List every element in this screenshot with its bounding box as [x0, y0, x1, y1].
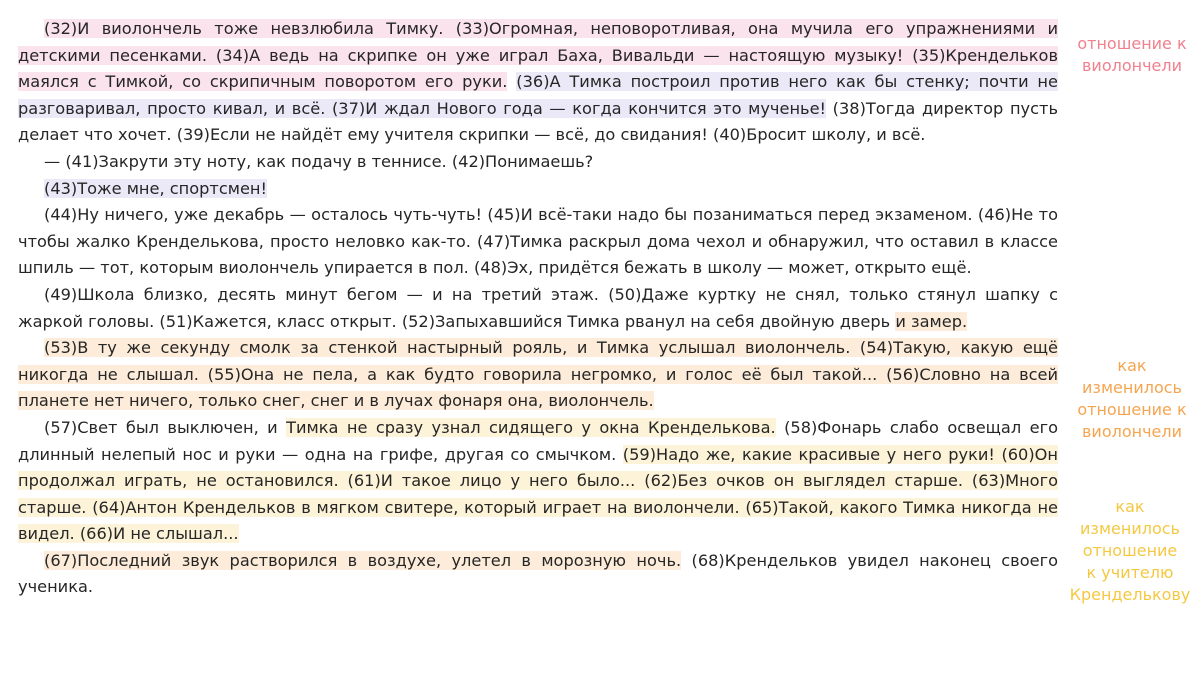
note-line: изменилось — [1082, 378, 1182, 397]
margin-note-cello-attitude-change — [1062, 355, 1200, 443]
paragraph — [18, 282, 1058, 335]
highlighted-text-purple: (43)Тоже мне, спортсмен! — [44, 178, 267, 198]
highlighted-text-orange: (53)В ту же секунду смолк за стенкой настырный рояль, и Тимка услышал виолончель. (54)Такую, какую ещё никогда не слышал. (55)Она не пела, а как будто говорила негромко, и голос её был такой... (56)Словно на всей планете нет ничего, только снег, снег и в лучах фонаря она, виолончель. — [18, 338, 1058, 411]
note-line: изменилось — [1080, 519, 1180, 538]
text-segment: (58)Фонарь слабо освещал его длинный нелепый нос и руки — одна на грифе, другая со смычком. — [18, 417, 1058, 464]
highlighted-text-pink: (32)И виолончель тоже невзлюбила Тимку. (33)Огромная, неповоротливая, она мучила его упражнениями и детскими песенками. (34)А ведь на скрипке он уже играл Баха, Вивальди — настоящую музыку! (35)Крендельков маялся с Тимкой, со скрипичным поворотом его руки. — [18, 19, 1058, 92]
margin-note-teacher-attitude-change — [1060, 496, 1200, 606]
paragraph — [18, 548, 1058, 601]
paragraph — [18, 335, 1058, 415]
text-segment: (44)Ну ничего, уже декабрь — осталось чуть-чуть! (45)И всё-таки надо бы позаниматься перед экзаменом. (46)Не то чтобы жалко Кренделькова, просто неловко как-то. (47)Тимка раскрыл дома чехол и обнаружил, что оставил в классе шпиль — тот, которым виолончель упирается в пол. (48)Эх, придётся бежать в школу — может, открыто ещё. — [18, 205, 1058, 278]
paragraph — [18, 202, 1058, 282]
note-line: отношение к — [1077, 400, 1187, 419]
text-segment: (49)Школа близко, десять минут бегом — и на третий этаж. (50)Даже куртку не снял, только стянул шапку с жаркой головы. (51)Кажется, класс открыт. (52)Запыхавшийся Тимка рванул на себя двойную дверь — [18, 284, 1058, 331]
note-line: виолончели — [1081, 422, 1182, 441]
paragraph — [18, 176, 1058, 203]
text-segment — [507, 72, 516, 91]
paragraph — [18, 16, 1058, 149]
note-line: отношение — [1082, 541, 1178, 560]
note-line: к учителю — [1086, 563, 1174, 582]
text-segment: — (41)Закрути эту ноту, как подачу в теннисе. (42)Понимаешь? — [44, 151, 594, 171]
highlighted-text-orange: (67)Последний звук растворился в воздухе, улетел в морозную ночь. — [44, 550, 682, 570]
note-line: как — [1117, 356, 1147, 375]
paragraph — [18, 415, 1058, 548]
highlighted-text-yellow: Тимка не сразу узнал сидящего у окна Кренделькова. — [286, 417, 776, 437]
note-line: Кренделькову — [1069, 585, 1191, 604]
highlighted-text-purple: (36)А Тимка построил против него как бы стенку; почти не разговаривал, просто кивал, и всё. (37)И ждал Нового года — когда кончится это мученье! — [18, 72, 1058, 118]
story-text — [18, 16, 1058, 601]
margin-note-cello-attitude — [1062, 33, 1200, 77]
highlighted-text-yellow: (59)Надо же, какие красивые у него руки! (60)Он продолжал играть, не остановился. (61)И такое лицо у него было... (62)Без очков он выглядел старше. (63)Много старше. (64)Антон Крендельков в мягком свитере, который играет на виолончели. (65)Такой, какого Тимка никогда не видел. (66)И не слышал... — [18, 444, 1059, 544]
paragraph — [18, 149, 1058, 176]
note-line: виолончели — [1081, 56, 1182, 75]
text-segment: (68)Крендельков увидел наконец своего ученика. — [18, 550, 1058, 597]
text-segment: (38)Тогда директор пусть делает что хочет. (39)Если не найдёт ему учителя скрипки — всё, до свидания! (40)Бросит школу, и всё. — [18, 98, 1058, 145]
text-segment: (57)Свет был выключен, и — [44, 417, 287, 437]
highlighted-text-orange: и замер. — [895, 311, 968, 331]
note-line: как — [1115, 497, 1145, 516]
note-line: отношение к — [1077, 34, 1187, 53]
